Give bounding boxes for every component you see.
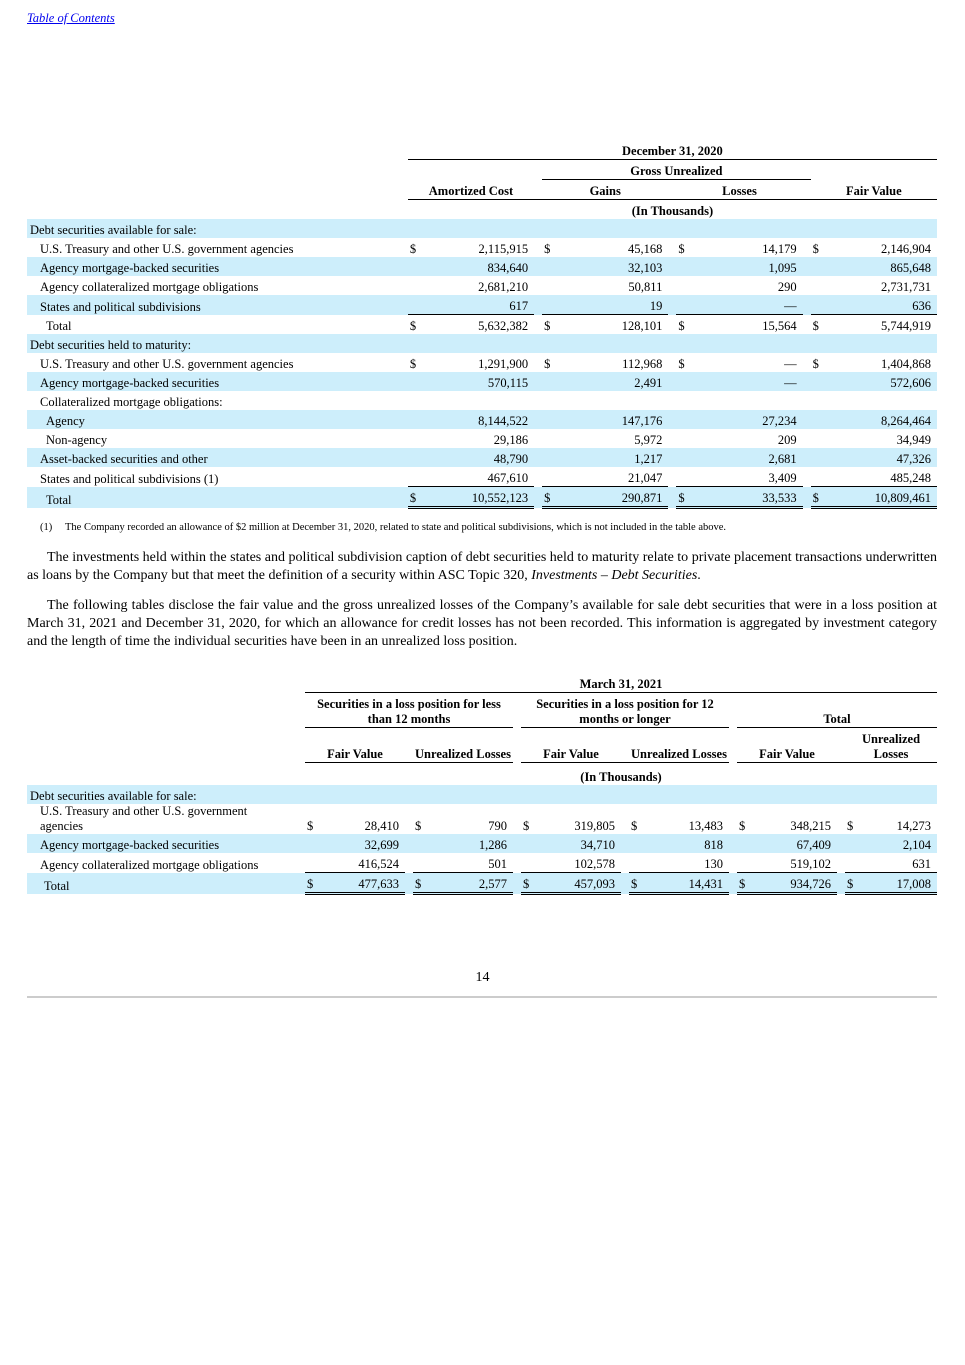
dollar-sign	[542, 467, 562, 487]
cell-value: 818	[649, 834, 729, 853]
cell-value: —	[696, 295, 802, 315]
dollar-sign	[737, 834, 757, 853]
col-gap	[803, 257, 811, 276]
cell-value: 5,744,919	[831, 315, 937, 335]
cell-value: 102,578	[574, 857, 615, 871]
col-gap	[729, 834, 737, 853]
dollar-sign: $	[812, 357, 819, 371]
dollar-sign: $	[812, 242, 819, 256]
table-row	[27, 238, 937, 257]
cell-value: 477,633	[325, 873, 405, 894]
cell-value: 10,809,461	[831, 487, 937, 508]
dollar-sign: $	[847, 819, 854, 833]
col-gap	[513, 728, 521, 763]
row-label: Non-agency	[46, 433, 108, 447]
col-gap	[729, 853, 737, 873]
col-gap	[534, 429, 542, 448]
cell-value: 21,047	[627, 471, 663, 485]
col-gap	[513, 804, 521, 834]
row-label: U.S. Treasury and other U.S. government agencies	[40, 357, 294, 371]
dollar-sign: $	[845, 873, 865, 894]
cell-value: 790	[488, 819, 507, 833]
period-header-2: March 31, 2021	[305, 673, 937, 693]
cell-value: 1,291,900	[478, 357, 529, 371]
cell-value: 572,606	[831, 372, 937, 391]
cell-value: 1,404,868	[881, 357, 931, 371]
dollar-sign	[811, 467, 831, 487]
cell-value: 45,168	[627, 242, 663, 256]
cell-value: 50,811	[628, 280, 663, 294]
cell-value: 15,564	[696, 315, 802, 335]
dollar-sign	[737, 853, 757, 873]
col-gap	[803, 353, 811, 372]
cell-value: 2,115,915	[478, 242, 529, 256]
dollar-sign	[811, 410, 831, 429]
table-row	[27, 372, 937, 391]
cell-value: —	[784, 357, 797, 371]
dollar-sign	[629, 853, 649, 873]
col-fair-value: Fair Value	[305, 728, 405, 763]
col-gap	[729, 728, 737, 763]
cell-value: 27,234	[696, 410, 802, 429]
table-row	[27, 257, 937, 276]
col-gap	[405, 804, 413, 834]
cell-value: 33,533	[696, 487, 802, 508]
table-row	[27, 429, 937, 448]
cell-value: 67,409	[757, 834, 837, 853]
cell-value: 3,409	[768, 471, 797, 485]
dollar-sign: $	[544, 242, 551, 256]
dollar-sign: $	[542, 487, 562, 508]
cell-value: 147,176	[562, 410, 668, 429]
cell-value: 112,968	[622, 357, 663, 371]
cell-value: 10,552,123	[428, 487, 534, 508]
col-gap	[668, 238, 676, 257]
col-gap	[803, 487, 811, 508]
dollar-sign: $	[413, 873, 433, 894]
dollar-sign	[811, 429, 831, 448]
cell-value: —	[696, 372, 802, 391]
table-row	[27, 276, 937, 295]
dollar-sign: $	[676, 315, 696, 335]
amortized-cost-table-dec-2020	[27, 140, 937, 509]
cell-value: 17,008	[865, 873, 937, 894]
paragraph-italic-ref: Investments – Debt Securities	[531, 568, 698, 583]
dollar-sign	[676, 295, 696, 315]
dollar-sign: $	[676, 487, 696, 508]
cell-value: 2,681,210	[478, 280, 529, 294]
col-gap	[837, 873, 845, 894]
cell-value: 1,095	[696, 257, 802, 276]
col-gap	[405, 853, 413, 873]
row-label: Agency	[27, 410, 408, 429]
col-gap	[534, 467, 542, 487]
col-gap	[803, 315, 811, 335]
gross-unrealized-header: Gross Unrealized	[542, 160, 811, 180]
col-gap	[803, 410, 811, 429]
col-gap	[803, 467, 811, 487]
col-fair-value: Fair Value	[737, 728, 837, 763]
dollar-sign: $	[544, 357, 551, 371]
dollar-sign: $	[542, 315, 562, 335]
footnote-text: The Company recorded an allowance of $2 million at December 31, 2020, related to state and political subdivisions, which is not included in the table above.	[65, 522, 727, 533]
dollar-sign	[413, 853, 433, 873]
dollar-sign	[811, 276, 831, 295]
footnote-marker: (1)	[40, 522, 53, 533]
dollar-sign: $	[678, 242, 685, 256]
dollar-sign	[676, 467, 696, 487]
dollar-sign: $	[811, 487, 831, 508]
footnote	[40, 522, 726, 533]
cell-value: 13,483	[688, 819, 723, 833]
dollar-sign	[413, 834, 433, 853]
col-gap	[534, 487, 542, 508]
cell-value: 2,491	[562, 372, 668, 391]
col-gap	[534, 276, 542, 295]
cell-value: 1,286	[433, 834, 513, 853]
col-gap	[534, 448, 542, 467]
row-label: States and political subdivisions	[27, 295, 408, 315]
dollar-sign: $	[678, 357, 685, 371]
cell-value: 485,248	[890, 471, 931, 485]
col-gap	[534, 238, 542, 257]
paragraph-held-to-maturity	[27, 549, 937, 585]
cell-value: 348,215	[790, 819, 831, 833]
dollar-sign: $	[521, 873, 541, 894]
dollar-sign	[629, 834, 649, 853]
dollar-sign	[845, 853, 865, 873]
table-row	[27, 334, 937, 353]
cell-value: 48,790	[428, 448, 534, 467]
row-label: Debt securities held to maturity:	[27, 334, 408, 353]
col-gap	[534, 257, 542, 276]
paragraph-loss-position: The following tables disclose the fair value and the gross unrealized losses of the Company’s available for sale debt securities that were in a loss position at March 31, 2021 and December 31, 2020, for which an allowance for credit losses has not been recorded. This information is aggregated by investment category and the length of time the individual securities have been in an unrealized loss position.	[27, 598, 937, 649]
col-gap	[668, 487, 676, 508]
cell-value: 5,972	[634, 433, 663, 447]
col-gap	[803, 429, 811, 448]
col-gap	[729, 804, 737, 834]
col-gap	[405, 834, 413, 853]
col-gap	[534, 372, 542, 391]
col-gap	[803, 448, 811, 467]
col-gap	[668, 448, 676, 467]
dollar-sign: $	[408, 487, 428, 508]
col-gap	[668, 467, 676, 487]
dollar-sign	[408, 410, 428, 429]
dollar-sign	[811, 257, 831, 276]
dollar-sign	[845, 834, 865, 853]
cell-value: 631	[912, 857, 931, 871]
cell-value: 2,577	[433, 873, 513, 894]
dollar-sign	[408, 467, 428, 487]
group-12-months-longer: Securities in a loss position for 12 months or longer	[521, 693, 729, 728]
col-gap	[803, 276, 811, 295]
col-gap	[803, 238, 811, 257]
col-gap	[803, 372, 811, 391]
dollar-sign	[542, 257, 562, 276]
row-label: Total	[27, 487, 408, 508]
col-fair-value: Fair Value	[521, 728, 621, 763]
dollar-sign	[305, 834, 325, 853]
col-unrealized-losses: Unrealized Losses	[845, 728, 937, 763]
col-gap	[513, 853, 521, 873]
cell-value: 128,101	[562, 315, 668, 335]
table-row	[27, 834, 937, 853]
table-row	[27, 353, 937, 372]
cell-value: 617	[428, 295, 534, 315]
dollar-sign: $	[523, 819, 530, 833]
table-row	[27, 448, 937, 467]
row-filler	[305, 785, 937, 804]
cell-value: 34,710	[541, 834, 621, 853]
cell-value: 467,610	[487, 471, 529, 485]
table-row	[27, 804, 937, 834]
col-amortized-cost: Amortized Cost	[408, 180, 534, 200]
dollar-sign	[542, 410, 562, 429]
col-unrealized-losses: Unrealized Losses	[629, 728, 729, 763]
col-gap	[621, 834, 629, 853]
table-row	[27, 295, 937, 315]
dollar-sign: $	[409, 242, 417, 256]
row-label: Agency mortgage-backed securities	[27, 257, 408, 276]
col-gap	[668, 315, 676, 335]
cell-value: 29,186	[493, 433, 529, 447]
cell-value: 19	[562, 295, 668, 315]
dollar-sign: $	[737, 873, 757, 894]
col-unrealized-losses: Unrealized Losses	[413, 728, 513, 763]
dollar-sign	[542, 276, 562, 295]
cell-value: 2,731,731	[881, 280, 931, 294]
dollar-sign: $	[305, 873, 325, 894]
dollar-sign	[521, 834, 541, 853]
paragraph-text: The investments held within the states and political subdivision caption of debt securities held to maturity relate to private placement transactions underwritten as loans by the Company but that meet the definition of a security within ASC Topic 320,	[27, 550, 937, 583]
table-row	[27, 873, 937, 894]
cell-value: 2,146,904	[881, 242, 931, 256]
units-label-2: (In Thousands)	[580, 770, 662, 784]
col-gap	[668, 372, 676, 391]
col-gap	[621, 728, 629, 763]
cell-value: 209	[777, 433, 797, 447]
table-row	[27, 467, 937, 487]
row-label: Total	[27, 873, 305, 894]
table-row	[27, 853, 937, 873]
col-gap	[668, 295, 676, 315]
col-gap	[513, 873, 521, 894]
page-number: 14	[475, 970, 490, 985]
table-row	[27, 487, 937, 508]
dollar-sign: $	[409, 357, 417, 371]
cell-value: 34,949	[896, 433, 931, 447]
col-gap	[837, 834, 845, 853]
table-row	[27, 315, 937, 335]
cell-value: 519,102	[790, 857, 831, 871]
row-label: Asset-backed securities and other	[27, 448, 408, 467]
dollar-sign	[408, 448, 428, 467]
table-row	[27, 219, 937, 238]
dollar-sign	[408, 372, 428, 391]
dollar-sign	[542, 295, 562, 315]
dollar-sign	[408, 429, 428, 448]
unrealized-loss-table-mar-2021	[27, 673, 937, 895]
cell-value: 130	[704, 857, 723, 871]
table-of-contents-link[interactable]: Table of Contents	[27, 11, 115, 25]
cell-value: 8,144,522	[428, 410, 534, 429]
dollar-sign: $	[629, 873, 649, 894]
cell-value: 636	[831, 295, 937, 315]
col-gap	[534, 410, 542, 429]
dollar-sign	[676, 429, 696, 448]
col-gap	[837, 804, 845, 834]
col-gap	[621, 804, 629, 834]
dollar-sign	[811, 295, 831, 315]
col-gap	[837, 728, 845, 763]
row-label: Agency mortgage-backed securities	[27, 834, 305, 853]
col-losses: Losses	[676, 180, 802, 200]
dollar-sign: $	[415, 819, 422, 833]
dollar-sign: $	[408, 315, 428, 335]
cell-value: 457,093	[541, 873, 621, 894]
cell-value: 5,632,382	[428, 315, 534, 335]
row-filler	[408, 334, 937, 353]
col-gap	[837, 853, 845, 873]
dollar-sign	[811, 372, 831, 391]
cell-value: 290	[777, 280, 797, 294]
dollar-sign	[676, 276, 696, 295]
dollar-sign	[676, 257, 696, 276]
col-gap	[803, 295, 811, 315]
dollar-sign	[408, 295, 428, 315]
col-gap	[621, 873, 629, 894]
row-label: Agency mortgage-backed securities	[27, 372, 408, 391]
cell-value: 14,273	[896, 819, 931, 833]
col-gap	[668, 410, 676, 429]
cell-value: 290,871	[562, 487, 668, 508]
table-row	[27, 391, 937, 410]
cell-value: 47,326	[831, 448, 937, 467]
row-label: Collateralized mortgage obligations:	[40, 395, 223, 409]
dollar-sign	[521, 853, 541, 873]
table-row	[27, 410, 937, 429]
group-less-12-months: Securities in a loss position for less than 12 months	[305, 693, 513, 728]
dollar-sign	[305, 853, 325, 873]
cell-value: 32,103	[562, 257, 668, 276]
dollar-sign	[542, 429, 562, 448]
page-divider	[27, 996, 937, 998]
col-gap	[668, 429, 676, 448]
row-label: Debt securities available for sale:	[27, 219, 408, 238]
cell-value: 416,524	[358, 857, 399, 871]
cell-value: 8,264,464	[831, 410, 937, 429]
row-filler	[408, 391, 937, 410]
dollar-sign	[676, 448, 696, 467]
dollar-sign	[542, 448, 562, 467]
col-gap	[534, 315, 542, 335]
col-gap	[668, 353, 676, 372]
dollar-sign	[408, 276, 428, 295]
col-gap	[534, 295, 542, 315]
col-gap	[668, 257, 676, 276]
row-label: Debt securities available for sale:	[27, 785, 305, 804]
dollar-sign	[811, 448, 831, 467]
cell-value: 1,217	[562, 448, 668, 467]
cell-value: 28,410	[364, 819, 399, 833]
col-gap	[405, 873, 413, 894]
row-label: U.S. Treasury and other U.S. government agencies	[40, 242, 294, 256]
row-label: Total	[46, 319, 72, 333]
cell-value: 570,115	[428, 372, 534, 391]
col-gap	[513, 834, 521, 853]
row-label: States and political subdivisions (1)	[40, 471, 219, 486]
cell-value: 834,640	[428, 257, 534, 276]
period-header: December 31, 2020	[408, 140, 937, 160]
col-gap	[729, 873, 737, 894]
dollar-sign: $	[631, 819, 638, 833]
col-gap	[405, 728, 413, 763]
col-gap	[621, 853, 629, 873]
row-label: Agency collateralized mortgage obligations	[40, 857, 259, 872]
dollar-sign	[676, 410, 696, 429]
cell-value: 32,699	[325, 834, 405, 853]
col-fair-value: Fair Value	[811, 180, 937, 200]
dollar-sign	[408, 257, 428, 276]
dollar-sign: $	[307, 819, 314, 833]
cell-value: 865,648	[831, 257, 937, 276]
dollar-sign: $	[739, 819, 746, 833]
col-gap	[534, 353, 542, 372]
col-gains: Gains	[542, 180, 668, 200]
col-gap	[668, 276, 676, 295]
dollar-sign	[676, 372, 696, 391]
row-label: U.S. Treasury and other U.S. government agencies	[40, 804, 248, 833]
table-row	[27, 785, 937, 804]
group-total: Total	[737, 693, 937, 728]
cell-value: 2,104	[865, 834, 937, 853]
row-filler	[408, 219, 937, 238]
cell-value: 2,681	[696, 448, 802, 467]
cell-value: 934,726	[757, 873, 837, 894]
cell-value: 14,431	[649, 873, 729, 894]
cell-value: 501	[488, 857, 507, 871]
cell-value: 319,805	[574, 819, 615, 833]
row-label: Agency collateralized mortgage obligations	[40, 280, 259, 294]
cell-value: 14,179	[762, 242, 797, 256]
paragraph-end: .	[697, 568, 701, 583]
dollar-sign	[542, 372, 562, 391]
dollar-sign: $	[811, 315, 831, 335]
units-label: (In Thousands)	[631, 204, 714, 218]
